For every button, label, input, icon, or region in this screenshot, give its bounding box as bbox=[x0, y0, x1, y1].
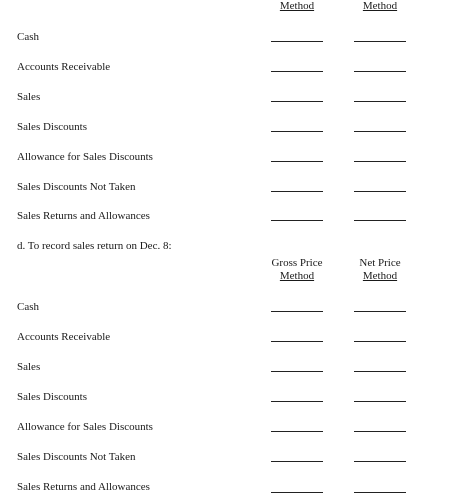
net-blank-sales[interactable] bbox=[354, 101, 406, 102]
gross-blank-accounts-receivable-d[interactable] bbox=[271, 341, 323, 342]
net-blank-discounts-not-taken[interactable] bbox=[354, 191, 406, 192]
row-label-sales: Sales bbox=[17, 91, 41, 103]
gross-blank-sales[interactable] bbox=[271, 101, 323, 102]
row-label-cash-d: Cash bbox=[17, 301, 39, 313]
row-label-accounts-receivable: Accounts Receivable bbox=[17, 61, 111, 73]
section-d-title: d. To record sales return on Dec. 8: bbox=[17, 240, 172, 252]
column-header-gross-method: Method bbox=[279, 0, 315, 12]
row-label-sales-discounts: Sales Discounts bbox=[17, 121, 87, 133]
gross-blank-returns-d[interactable] bbox=[271, 492, 323, 493]
gross-blank-returns[interactable] bbox=[271, 220, 323, 221]
gross-blank-sales-d[interactable] bbox=[271, 371, 323, 372]
net-blank-accounts-receivable-d[interactable] bbox=[354, 341, 406, 342]
column-header-net-method-d: Method bbox=[362, 270, 398, 282]
gross-blank-cash[interactable] bbox=[271, 41, 323, 42]
net-blank-accounts-receivable[interactable] bbox=[354, 71, 406, 72]
gross-blank-sales-discounts[interactable] bbox=[271, 131, 323, 132]
column-header-net-price: Net Price bbox=[359, 257, 401, 269]
row-label-allowance-for-sales-discounts: Allowance for Sales Discounts bbox=[17, 151, 153, 163]
net-blank-returns[interactable] bbox=[354, 220, 406, 221]
net-blank-sales-d[interactable] bbox=[354, 371, 406, 372]
row-label-accounts-receivable-d: Accounts Receivable bbox=[17, 331, 111, 343]
row-label-sales-d: Sales bbox=[17, 361, 41, 373]
row-label-sales-discounts-not-taken-d: Sales Discounts Not Taken bbox=[17, 451, 136, 463]
net-blank-allowance-d[interactable] bbox=[354, 431, 406, 432]
gross-blank-cash-d[interactable] bbox=[271, 311, 323, 312]
gross-blank-allowance-d[interactable] bbox=[271, 431, 323, 432]
gross-blank-discounts-not-taken-d[interactable] bbox=[271, 461, 323, 462]
row-label-sales-discounts-d: Sales Discounts bbox=[17, 391, 87, 403]
gross-blank-sales-discounts-d[interactable] bbox=[271, 401, 323, 402]
net-blank-discounts-not-taken-d[interactable] bbox=[354, 461, 406, 462]
net-blank-allowance[interactable] bbox=[354, 161, 406, 162]
row-label-cash: Cash bbox=[17, 31, 39, 43]
net-blank-returns-d[interactable] bbox=[354, 492, 406, 493]
net-blank-sales-discounts[interactable] bbox=[354, 131, 406, 132]
row-label-sales-discounts-not-taken: Sales Discounts Not Taken bbox=[17, 181, 136, 193]
row-label-sales-returns-and-allowances: Sales Returns and Allowances bbox=[17, 210, 150, 222]
gross-blank-allowance[interactable] bbox=[271, 161, 323, 162]
net-blank-cash[interactable] bbox=[354, 41, 406, 42]
gross-blank-discounts-not-taken[interactable] bbox=[271, 191, 323, 192]
net-blank-sales-discounts-d[interactable] bbox=[354, 401, 406, 402]
row-label-allowance-for-sales-discounts-d: Allowance for Sales Discounts bbox=[17, 421, 153, 433]
column-header-gross-method-d: Method bbox=[279, 270, 315, 282]
net-blank-cash-d[interactable] bbox=[354, 311, 406, 312]
column-header-gross-price: Gross Price bbox=[271, 257, 323, 269]
gross-blank-accounts-receivable[interactable] bbox=[271, 71, 323, 72]
column-header-net-method: Method bbox=[362, 0, 398, 12]
row-label-sales-returns-and-allowances-d: Sales Returns and Allowances bbox=[17, 481, 150, 493]
